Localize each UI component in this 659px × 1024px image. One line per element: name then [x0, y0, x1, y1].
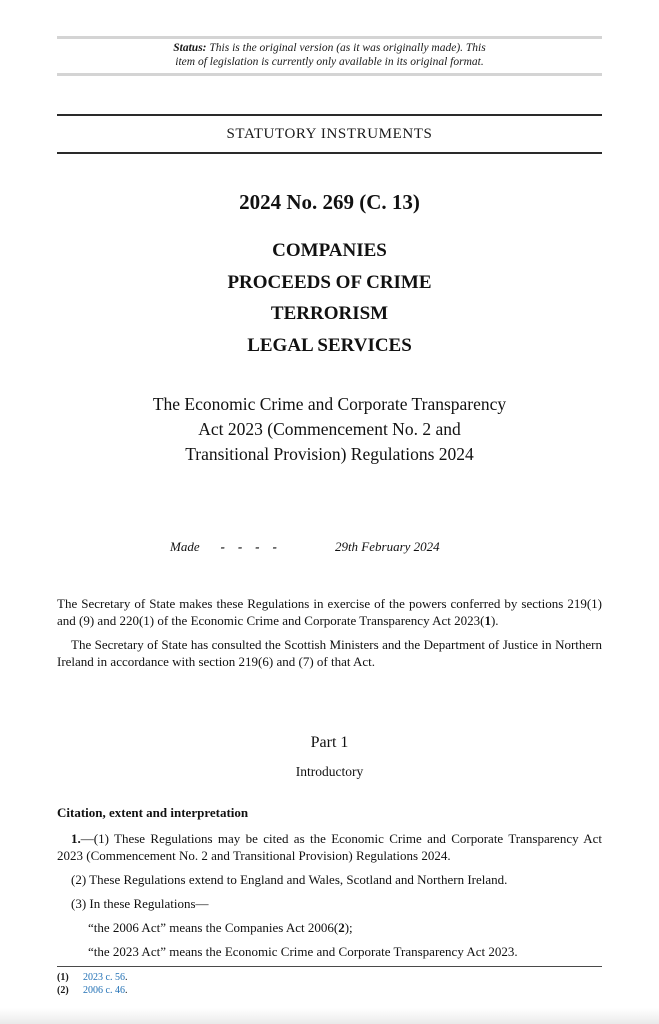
footnote-ref-1[interactable]: 1 [484, 613, 491, 628]
footnote-suffix-2: . [124, 984, 128, 996]
statutory-instruments-label: STATUTORY INSTRUMENTS [226, 126, 433, 142]
document-title-line-2: Act 2023 (Commencement No. 2 and [198, 419, 461, 439]
regulation-paragraph-3: (3) In these Regulations— [71, 896, 209, 911]
status-text-2: item of legislation is currently only available in its original format. [175, 56, 484, 68]
statutory-instruments-banner [57, 114, 602, 154]
footnotes-section [57, 966, 602, 997]
footnote-item-1 [57, 972, 602, 985]
regulation-paragraph-1 [57, 830, 602, 864]
regulation-heading: Citation, extent and interpretation [57, 805, 249, 820]
regulation-paragraph-2: (2) These Regulations extend to England and Wales, Scotland and Northern Ireland. [71, 872, 508, 887]
regulation-body [57, 830, 602, 960]
preamble-paragraph-1-text: The Secretary of State makes these Regulations in exercise of the powers conferred by sections 219(1) and (9) and 220(1) of the Economic Crime and Corporate Transparency Act 2023( [57, 596, 602, 628]
preamble-paragraph-1-end: ). [490, 613, 499, 628]
subject-heading-proceeds-of-crime: PROCEEDS OF CRIME [227, 271, 432, 293]
regulation-paragraph-1-text: —(1) These Regulations may be cited as the Economic Crime and Corporate Transparency Act 2023 (Commencement No. 2 and Transitional Provision) Regulations 2024. [57, 831, 602, 863]
si-number-title: 2024 No. 269 (C. 13) [239, 190, 420, 214]
subject-heading-companies: COMPANIES [272, 240, 387, 261]
preamble [57, 595, 602, 670]
footnote-link-2[interactable]: 2006 c. 46 [83, 984, 125, 996]
footnote-ref-2[interactable]: 2 [338, 920, 345, 935]
footnote-rule [57, 966, 602, 967]
made-row [57, 539, 602, 555]
regulation-number: 1. [71, 831, 81, 846]
made-date: 29th February 2024 [334, 539, 440, 554]
part-number-heading: Part 1 [310, 734, 349, 751]
subject-heading-legal-services: LEGAL SERVICES [247, 334, 412, 356]
status-banner [57, 36, 602, 76]
definition-2006-act [57, 919, 602, 936]
footnote-marker-1: (1) [57, 972, 69, 983]
document-title [57, 392, 602, 467]
subject-heading-list [57, 235, 602, 361]
preamble-paragraph-1 [57, 595, 602, 629]
document-title-line-1: The Economic Crime and Corporate Transparency [152, 394, 507, 414]
page-bottom-shadow [0, 1008, 659, 1024]
definition-2006-act-text: “the 2006 Act” means the Companies Act 2006( [88, 920, 339, 935]
status-text-1: This is the original version (as it was originally made). This [209, 42, 486, 54]
definition-2023-act: “the 2023 Act” means the Economic Crime and Corporate Transparency Act 2023. [88, 944, 518, 959]
status-line-1 [57, 41, 602, 55]
status-line-2 [57, 55, 602, 69]
document-title-line-3: Transitional Provision) Regulations 2024 [185, 444, 474, 464]
footnote-suffix-1: . [124, 972, 128, 983]
made-label: Made [170, 539, 200, 554]
footnote-marker-2: (2) [57, 984, 69, 996]
part-title-heading: Introductory [295, 764, 364, 779]
footnote-item-2 [57, 985, 602, 998]
footnote-link-1[interactable]: 2023 c. 56 [83, 972, 125, 983]
subject-heading-terrorism: TERRORISM [270, 303, 389, 324]
definition-2006-act-end: ); [344, 920, 353, 935]
made-dashes: - - - - [220, 539, 277, 554]
status-label: Status: [173, 42, 207, 54]
preamble-paragraph-2: The Secretary of State has consulted the Scottish Ministers and the Department of Justice in Northern Ireland in accordance with section 219(6) and (7) of that Act. [57, 637, 602, 669]
